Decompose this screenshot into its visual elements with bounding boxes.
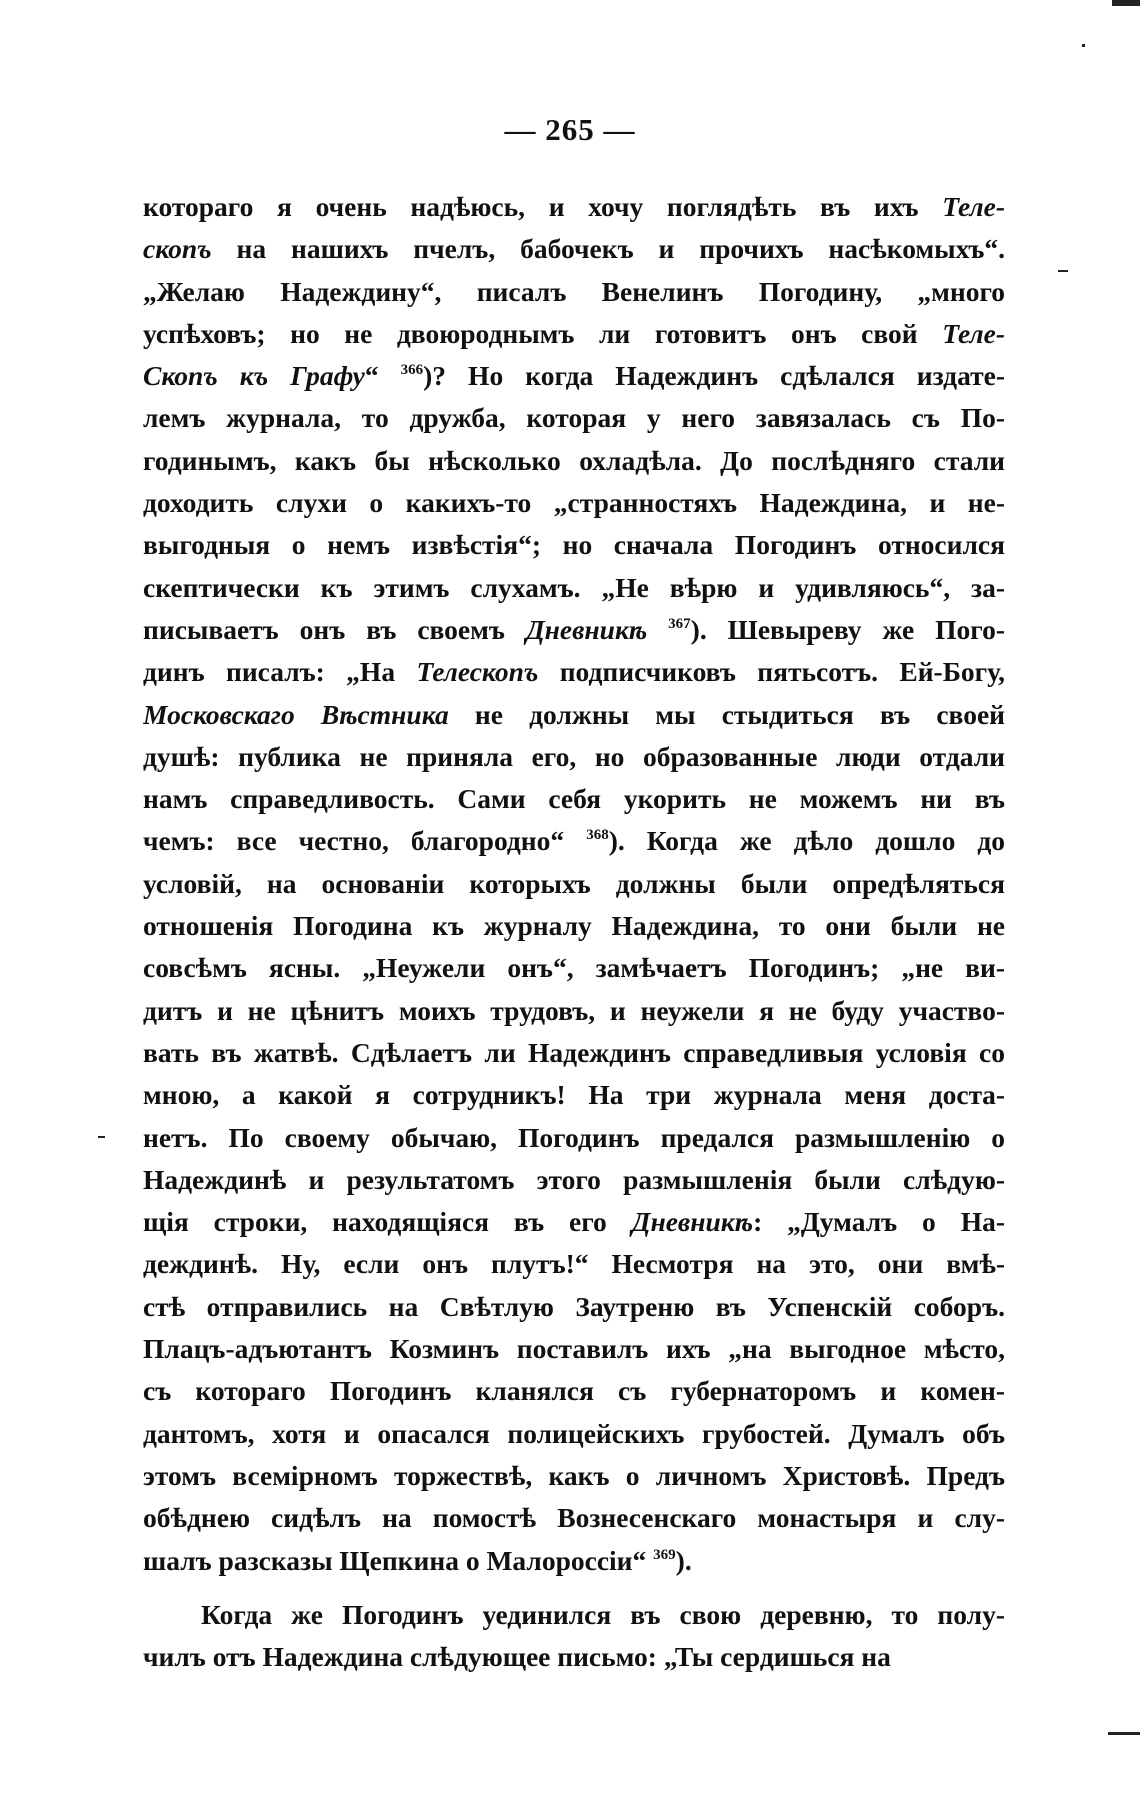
text-line [143,1074,1005,1116]
text-run: этомъ всемірномъ торжествѣ, какъ о личномъ Христовѣ. Предъ [143,1459,1005,1491]
text-run: )? Но когда Надеждинъ сдѣлался издате- [423,360,1005,392]
italic-title: Теле- [942,191,1005,222]
text-run: дантомъ, хотя и опасался полицейскихъ грубостей. Думалъ объ [143,1417,1005,1449]
text-line [143,567,1005,609]
text-line [143,228,1005,270]
text-run: стѣ отправились на Свѣтлую Заутреню въ Успенскій соборъ. [143,1290,1005,1322]
text-run: динъ писалъ: „На [143,656,417,688]
text-run: годинымъ, какъ бы нѣсколько охладѣла. До послѣдняго стали [143,444,1005,476]
text-run: Надеждинѣ и результатомъ этого размышленія были слѣдую- [143,1163,1005,1195]
text-line [143,863,1005,905]
text-run: намъ справедливость. Сами себя укорить не можемъ ни въ [143,783,1005,815]
italic-title: Скопъ къ Графу [143,360,365,392]
text-line [143,1328,1005,1370]
text-run: вать въ жатвѣ. Сдѣлаетъ ли Надеждинъ справедливыя условія со [143,1036,1005,1068]
text-run: : „Думалъ о На- [753,1206,1005,1238]
scan-speck [1082,44,1085,47]
text-line [143,1286,1005,1328]
italic-title: Дневникѣ [631,1206,754,1238]
text-line [143,778,1005,820]
text-line [143,397,1005,439]
scan-edge-mark [1108,1732,1140,1735]
text-run: „Желаю Надеждину“, писалъ Венелинъ Погодину, „много [143,275,1005,307]
text-line [143,1540,1005,1582]
text-line [143,313,1005,355]
text-line [143,440,1005,482]
text-line [143,1243,1005,1285]
text-line [143,524,1005,566]
text-line [143,186,1005,228]
paragraph [143,186,1005,1582]
text-run: успѣховъ; но не двоюроднымъ ли готовитъ онъ свой [143,317,943,349]
italic-title: Теле- [942,317,1005,349]
text-run: выгодныя о немъ извѣстія“; но сначала Погодинъ относился [143,529,1005,561]
text-line [143,990,1005,1032]
text-run [647,614,668,645]
text-line [143,355,1005,397]
text-run: деждинѣ. Ну, если онъ плутъ!“ Несмотря на это, они вмѣ- [143,1248,1005,1280]
text-run: нетъ. По своему обычаю, Погодинъ предался размышленію о [143,1121,1005,1153]
footnote-ref: 369 [653,1546,676,1563]
text-run: ). Когда же дѣло дошло до [608,825,1005,857]
text-run: обѣднею сидѣлъ на помостѣ Вознесенскаго монастыря и слу- [143,1502,1005,1534]
text-run: Когда же Погодинъ уединился въ свою деревню, то полу- [201,1598,1005,1630]
text-run: условій, на основаніи которыхъ должны были опредѣляться [143,867,1005,899]
text-line [143,1201,1005,1243]
text-line [143,820,1005,862]
text-run: душѣ: публика не приняла его, но образованные люди отдали [143,740,1005,772]
text-run: чилъ отъ Надеждина слѣдующее письмо: „Ты сердишься на [143,1641,891,1673]
text-run: писываетъ онъ въ своемъ [143,613,526,645]
text-line [143,694,1005,736]
text-run: скептически къ этимъ слухамъ. „Не вѣрю и удивляюсь“, за- [143,571,1005,603]
text-run: мною, а какой я сотрудникъ! На три журнала меня достa- [143,1079,1005,1111]
italic-title: Дневникѣ [525,613,648,645]
text-line [143,1370,1005,1412]
text-line [143,905,1005,947]
text-line [143,736,1005,778]
text-run: съ котораго Погодинъ кланялся съ губернаторомъ и комен- [143,1375,1005,1407]
scan-edge-mark [1112,0,1140,6]
text-run: ). Шевыреву же Пого- [690,613,1005,645]
text-run: ). [675,1544,692,1576]
text-line [143,1636,1005,1678]
text-run: чемъ: все честно, благородно“ [143,825,587,857]
text-run: “ [364,360,401,392]
text-run: Плацъ-адъютантъ Козминъ поставилъ ихъ „на выгодное мѣсто, [143,1333,1005,1365]
text-line [143,1159,1005,1201]
text-run: лемъ журнала, то дружба, которая у него завязалась съ По- [143,402,1005,434]
text-line [143,651,1005,693]
italic-title: Московскаго Вѣстника [143,698,449,730]
text-run: котораго я очень надѣюсь, и хочу поглядѣть въ ихъ [143,191,943,222]
text-run: не должны мы стыдиться въ своей [448,698,1005,730]
text-line [143,1117,1005,1159]
paragraph-gap [143,1582,1005,1594]
text-run: дитъ и не цѣнитъ моихъ трудовъ, и неужели я не буду участво- [143,994,1005,1026]
page-number: — 265 — [504,112,636,147]
text-line [143,947,1005,989]
text-line [143,271,1005,313]
text-run: доходить слухи о какихъ-то „странностяхъ Надеждина, и не- [143,487,1005,519]
text-run: совсѣмъ ясны. „Неужели онъ“, замѣчаетъ Погодинъ; „не ви- [143,952,1005,984]
footnote-ref: 367 [668,615,691,632]
scan-speck [1058,270,1068,272]
text-run: подписчиковъ пятьсотъ. Ей-Богу, [538,656,1005,688]
text-line [143,1455,1005,1497]
footnote-ref: 368 [586,827,609,844]
text-run: отношенія Погодина къ журналу Надеждина, то они были не [143,910,1005,942]
italic-title: скопъ [143,233,212,265]
italic-title: Телескопъ [416,656,539,688]
text-line [143,1497,1005,1539]
text-line [143,609,1005,651]
body-text [143,186,1005,1678]
footnote-ref: 366 [400,362,424,379]
paragraph [143,1594,1005,1679]
text-run: щія строки, находящіяся въ его [143,1206,632,1238]
text-line [143,1413,1005,1455]
text-line [143,1032,1005,1074]
scan-speck [98,1136,105,1138]
text-line [143,1594,1005,1636]
text-run: на нашихъ пчелъ, бабочекъ и прочихъ насѣкомыхъ“. [211,233,1005,265]
text-run: шалъ разсказы Щепкина о Малороссіи“ [143,1544,654,1576]
text-line [143,482,1005,524]
